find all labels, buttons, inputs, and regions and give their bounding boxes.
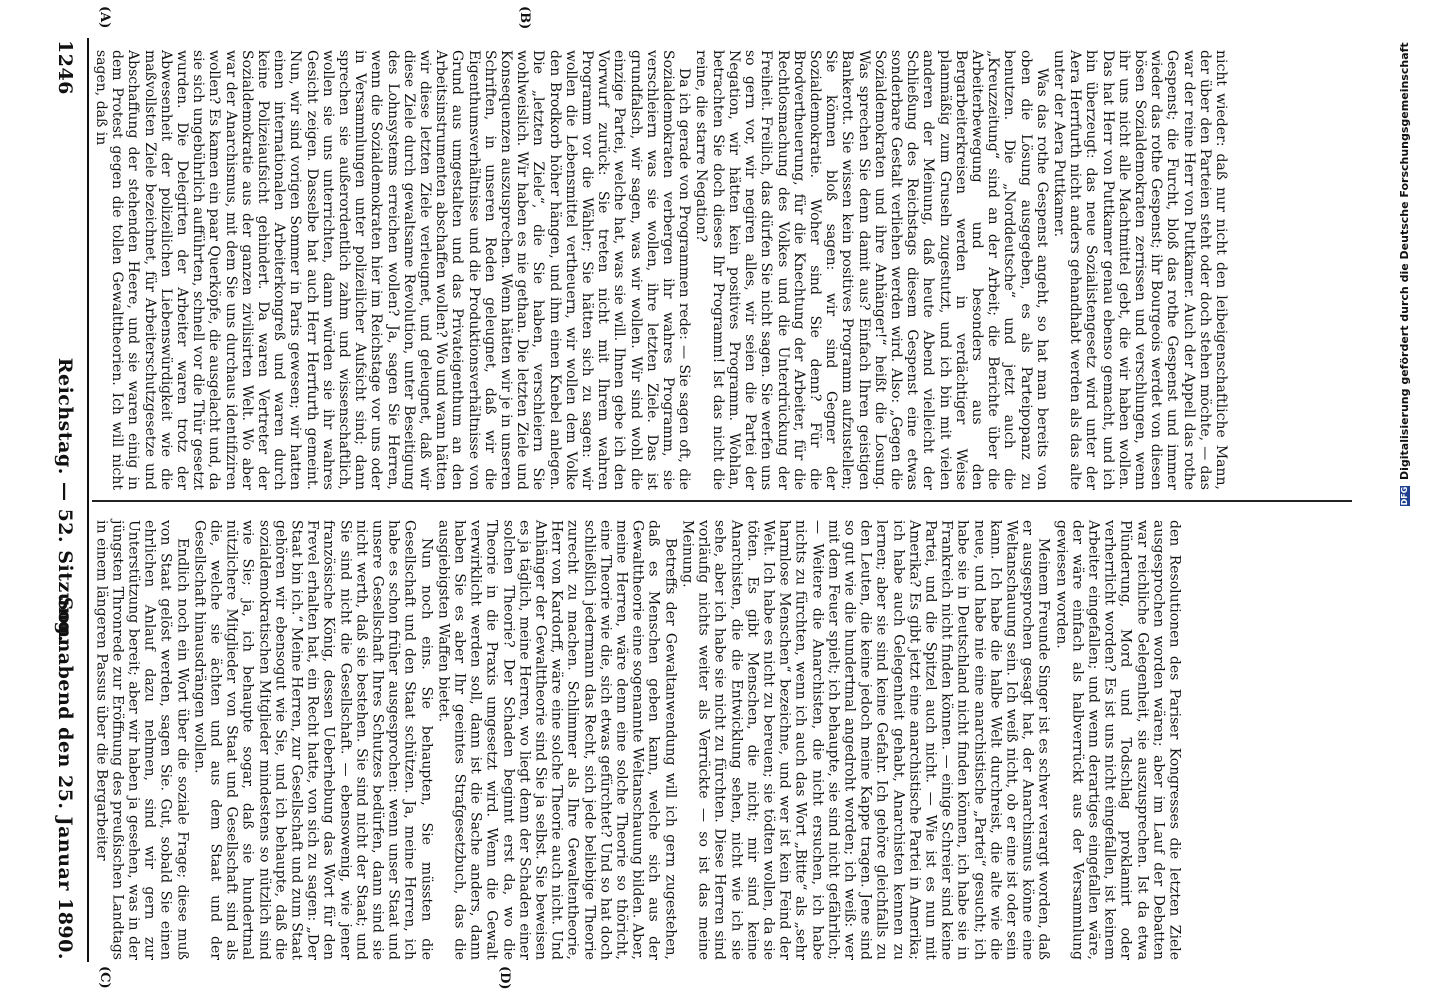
margin-mark-b: (B) bbox=[517, 6, 532, 30]
paragraph: Betreffs der Gewaltanwendung will ich gern zugestehen, daß es Menschen geben kann, welche sich aus der Gewalttheorie eine sogenannte Weltanschauung bilden. Aber, meine Herren, wäre denn eine solche Theorie so thöricht, eine Theorie wie die, sich etwas gefürchtet? Und so hat doch schließlich jedermann das Recht, sich jede beliebige Theorie zurecht zu machen. Schlimmer als Ihre Gewaltentheorie, Herr von Kardorff, wäre eine solche Theorie auch nicht. Und Anhänger der Gewalttheorie sind Sie ja selbst. Sie beweisen es ja täglich, meine Herren, wo liegt denn der Schaden einer solchen Theorie? Der Schaden beginnt erst da, wo die Theorie in die Praxis umgesetzt wird. Wenn die Gewalt verwirklicht werden soll, dann ist die Sache anders, dann haben Sie es aber Ihr geeintes Strafgesetzbuch, das die ausgiebigsten Waffen bietet. bbox=[435, 520, 679, 960]
column-divider bbox=[92, 500, 1352, 502]
paragraph: den Resolutionen des Pariser Kongresses die letzten Ziele ausgesprochen worden wären; aber im Lauf der Debatten war reichliche Gelegenheit, sie auszusprechen. Ist da etwa Plünderung, Mord und Todschlag proklamirt oder verherrlicht worden? Es ist uns nicht eingefallen, ist keinem Arbeiter eingefallen; und wenn derartiges eingefallen wäre, der wäre einfach als halbverrückt aus der Versammlung gewiesen worden. bbox=[1053, 520, 1183, 960]
paragraph: Endlich noch ein Wort über die soziale Frage; diese muß von Staat gelöst werden, sagen Sie. Gut, sobald Sie einen ehrlichen Anlauf dazu nehmen, sind wir gern zur Unterstützung bereit; aber wir haben ja gesehen, was in der jüngsten Thronrede zur Eröffnung des preußischen Landtags in einem längeren Passus über die Bergarbeiter bbox=[93, 520, 191, 960]
paragraph: Meinem Freunde Singer ist es schwer verargt worden, daß er ausgesprochen gesagt hat, der Anarchismus könne eine Weltanschauung sein. Ich weiß nicht, ob er eine ist oder sein kann. Ich habe die halbe Welt durchreist, die alte wie die neue, und habe nie eine anarchistische „Partei“ gesucht; ich habe sie in Deutschland nicht finden können, ich habe sie in Frankreich nicht finden können. — einige Schreier sind keine Partei, und die Spitzel auch nicht. — Wie ist es nun mit Amerika? Es gibt jetzt eine anarchistische Partei in Amerika; ich habe auch Gelegenheit gehabt, Anarchisten kennen zu lernen; aber sie sind keine Gefahr. Ich gehöre gleichfalls zu den Leuten, die keine jedoch meine Kappe tragen. Jene sind so gut wie die hundertmal angedroht worden; ich weiß: wer mit dem Feuer spielt; ich behaupte, sie sind nicht gefährlich; — Weitere die Anarchisten, die nicht ersuchen, ich habe nichts zu fürchten, wenn ich auch das Wort „Bitte“ als „sehr harmlose Menschen“ bezeichne, und wer ist kein Feind der Welt. Ich habe es nicht zu bereuen; sie tödten wollen, da sie töten. Es gibt Menschen, die nicht; mir sind keine Anarchisten, die die Entwicklung sehen, nicht wie ich sie sehe, aber ich habe sie nicht zu fürchten. Diese Herren sind vorläufig nichts weiter als Verrückte — so ist das meine Meinung. bbox=[679, 520, 1052, 960]
page-header bbox=[48, 40, 82, 960]
credit-text: Digitalisierung gefördert durch die Deutsche Forschungsgemeinschaft bbox=[1398, 42, 1411, 480]
paragraph: nicht wieder: daß nur nicht den leibeigenschaftliche Mann, der über den Parteien steht oder doch stehen möchte, — das war der reine Herr von Puttkamer. Auch der Appell das rothe Gespenst; die Furcht, bloß das rothe Gespenst und immer wieder das rothe Gespenst; ihr Bourgeois werdet von diesen bösen Sozialdemokraten zerrissen und verschlungen, wenn ihr uns nicht alle Machtmittel gebt, die wir haben wollen. Das hat Herr von Puttkamer genau ebenso gemacht, und ich bin überzeugt: das neue Sozialistengesetz wird unter der Aera Herrfurth nicht anders gehandhabt werden als das alte unter der Aera Puttkamer. bbox=[1051, 50, 1230, 490]
margin-mark-a: (A) bbox=[97, 6, 112, 29]
margin-mark-c: (C) bbox=[97, 966, 112, 989]
dfg-logo: DFG bbox=[1399, 486, 1409, 506]
paragraph: Nun noch eins. Sie behaupten, Sie müssten die Gesellschaft und den Staat schützen. Ja, meine Herren, ich habe es schon früher ausgesprochen: wenn unser Staat und unsere Gesellschaft Ihres Schutzes bedürfen, dann sind sie nicht werth, daß sie bestehen. Sie sind nicht der Staat; und Sie sind nicht die Gesellschaft. — ebensowenig, wie jener französische König, dessen Ueberhebung das Wort für den Frevel erhalten hat, ein Recht hatte, von sich zu sagen: „Der Staat bin ich.“ Meine Herren, zur Gesellschaft und zum Staat gehören wir ebensogut wie Sie, und ich behaupte, daß die sozialdemokratischen Mitglieder mindestens so nützlich sind wie Sie; ja, ich behaupte sogar, daß sie hundertmal nützlichere Mitglieder von Staat und Gesellschaft sind als die, welche sie ächten und aus dem Staat und der Gesellschaft hinausdrängen wollen. bbox=[191, 520, 435, 960]
right-column bbox=[92, 520, 1183, 960]
margin-mark-d: (D) bbox=[497, 966, 512, 990]
page-number: 1246 bbox=[54, 40, 76, 95]
paragraph: Was das rothe Gespenst angeht, so hat man bereits von oben die Lösung ausgegeben, es als Parteipopanz zu benutzen. Die „Norddeutsche“ und jetzt auch die „Kreuzzeitung“ sind an der Arbeit; die Berichte über die Arbeiterbewegung und besonders aus den Bergarbeiterkreisen werden in verdächtiger Weise planmäßig zum Gruseln zugestutzt, und ich bin mit vielen anderen der Meinung, daß heute Abend vielleicht der Schließung des Reichstags diesem Gespenst eine etwas sonderbare Gestalt verliehen werden wird. Also: „Gegen die Sozialdemokraten und ihre Anhänger!“ heißt die Losung. Was sprechen Sie denn damit aus? Einfach Ihren geistigen Bankerott. Sie wissen kein positives Programm aufzustellen; Sie können bloß sagen: wir sind Gegner der Sozialdemokratie. Woher sind Sie denn? Für die Brodvertheuerung, für die Knechtung der Arbeiter, für die Rechtlosmachung des Volkes und die Unterdrückung der Freiheit. Freilich, das dürfen Sie nicht sagen. Sie werfen uns so gern vor, wir negiren alles, wir seien die Partei der Negation, wir hätten kein positives Programm. Wohlan, betrachten Sie doch dieses Ihr Programm! Ist das nicht die reine, die starre Negation? bbox=[693, 50, 1050, 490]
page-title: Reichstag. — 52. Sitzung. bbox=[54, 357, 76, 643]
header-rule bbox=[87, 38, 89, 962]
left-column bbox=[92, 50, 1229, 490]
digitization-credit bbox=[1398, 42, 1411, 506]
session-date: Sonnabend den 25. Januar 1890. bbox=[54, 596, 76, 960]
paragraph: Da ich gerade von Programmen rede: — Sie sagen oft, die Sozialdemokraten verbergen ihr wahres Programm, sie verschleiern was sie wollen, ihre letzten Ziele. Das ist grundfalsch, wir sagen, was wir wollen. Wir sind wohl die einzige Partei, welche hat, was sie will. Ihnen gebe ich den Vorwurf zurück: Sie treten nicht mit Ihrem wahren Programm vor die Wähler; Sie hätten sich zu sagen: wir wollen die Lebensmittel vertheuern, wir wollen dem Volke den Brodkorb höher hängen, und ihm einen Knebel anlegen. Die „letzten Ziele“, die Sie haben, verschleiern Sie wohlweislich. Wir haben es nie gethan. Die letzten Ziele und Konsequenzen auszusprechen. Wenn hätten wir je in unseren Schriften, in unseren Reden geleugnet, daß wir die Eigenthumsverhältnisse und die Produktionsverhältnisse von Grund aus umgestalten und das Privateigenthum an den Arbeitsinstrumenten abschaffen wollen? Wo und wann hätten wir diese letzten Ziele verleugnet, und geleugnet, daß wir diese Ziele durch gewaltsame Revolution, unter Beseitigung des Lohnsystems erreichen wollen? Ja, sagen Sie Herren, wenn die Sozialdemokraten hier im Reichstage vor uns oder in Versammlungen unter polizeilicher Aufsicht sind; dann sprechen sie außerordentlich zahm und wissenschaftlich, wollen sie uns unterrichten, dann würden sie ihr wahres Gesicht zeigen. Dasselbe hat auch Herr Herrfurth gemeint. Nun, wir sind vorigen Sommer in Paris gewesen; wir hatten einen internationalen Arbeiterkongreß und waren durch keine Polizeiaufsicht gehindert. Da waren Vertreter der Sozialdemokratie aus der ganzen zivilisirten Welt. Wo aber war der Anarchismus, mit dem Sie uns durchaus identifiziren wollen? Es kamen ein paar Querköpfe, die ausgelacht und, da sie sich ungebührlich aufführten, schnell vor die Thür gesetzt wurden. Die Delegirten der Arbeiter waren trotz der Abwesenheit der polizeilichen Liebenswürdigkeit wie die maßvollsten Ziele bezeichnet, für Arbeiterschutzgesetze und Abschaffung der stehenden Heere, und sie waren einig in dem Protest gegen die tollen Gewalttheorien. Ich will nicht sagen, daß in bbox=[93, 50, 693, 491]
